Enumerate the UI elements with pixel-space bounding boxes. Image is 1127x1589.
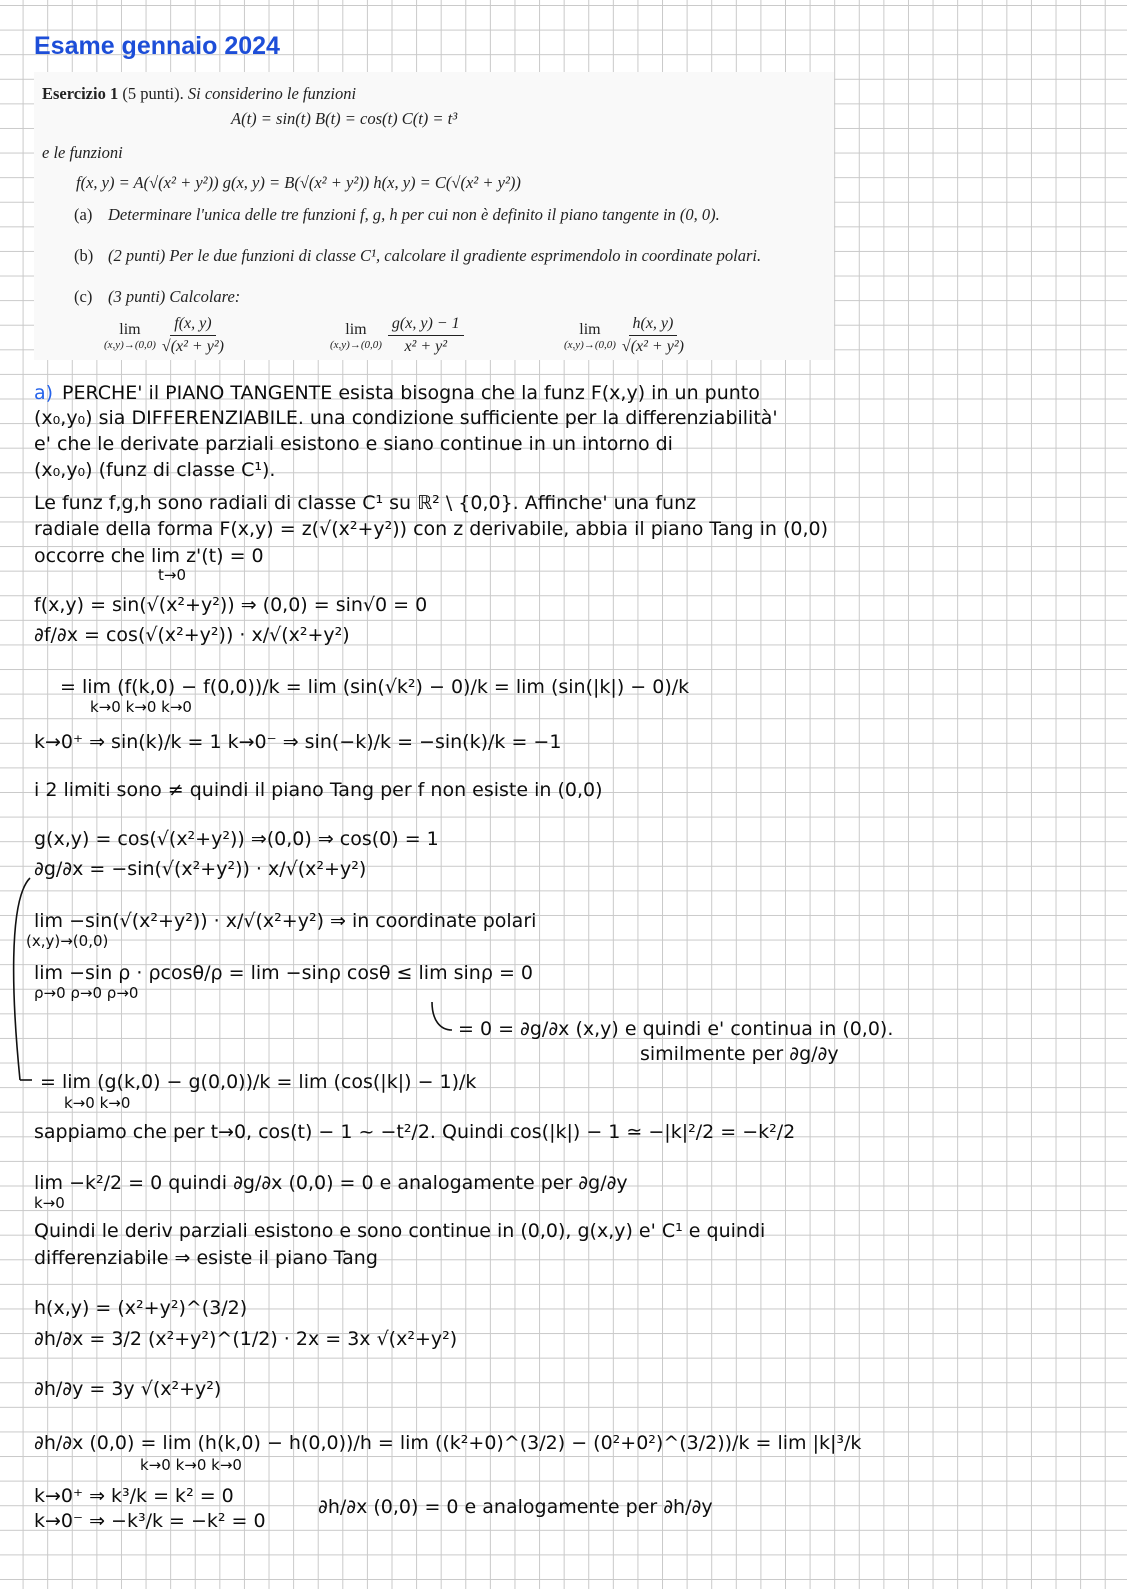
part-a-label: a)	[34, 382, 54, 404]
note-line-10: = lim (f(k,0) − f(0,0))/k = lim (sin(√k²) − 0)/k = lim (sin(|k|) − 0)/k	[60, 676, 690, 698]
note-line-27-sub: k→0 k→0 k→0	[140, 1456, 242, 1474]
limit-1-under: (x,y)→(0,0)	[104, 338, 156, 351]
note-line-19-sub: k→0 k→0	[64, 1094, 131, 1112]
limit-2-under: (x,y)→(0,0)	[330, 338, 382, 351]
note-line-05: Le funz f,g,h sono radiali di classe C¹ su ℝ² \ {0,0}. Affinche' una funz	[34, 492, 697, 514]
note-line-06: radiale della forma F(x,y) = z(√(x²+y²)) con z derivabile, abbia il piano Tang in (0,0)	[34, 518, 829, 540]
item-c-label: (c)	[74, 287, 93, 306]
note-line-03: e' che le derivate parziali esistono e siano continue in un intorno di	[34, 433, 673, 455]
note-line-13: g(x,y) = cos(√(x²+y²)) ⇒(0,0) ⇒ cos(0) = 1	[34, 828, 439, 850]
limit-1-numerator: f(x, y)	[170, 315, 215, 336]
note-line-16: lim −sin ρ · ρcosθ/ρ = lim −sinρ cosθ ≤ lim sinρ = 0	[34, 962, 533, 984]
functions-abc: A(t) = sin(t) B(t) = cos(t) C(t) = t³	[231, 109, 458, 128]
note-line-15-sub: (x,y)→(0,0)	[26, 932, 109, 950]
polar-arrow	[432, 1002, 452, 1030]
note-line-17: = 0 = ∂g/∂x (x,y) e quindi e' continua in (0,0).	[458, 1018, 894, 1040]
note-line-24: h(x,y) = (x²+y²)^(3/2)	[34, 1297, 248, 1319]
note-line-12: i 2 limiti sono ≠ quindi il piano Tang per f non esiste in (0,0)	[34, 779, 603, 801]
exercise-number: Esercizio 1	[42, 84, 119, 103]
limit-1-denominator: √(x² + y²)	[161, 338, 224, 355]
note-line-23: differenziabile ⇒ esiste il piano Tang	[34, 1247, 378, 1269]
note-line-18: similmente per ∂g/∂y	[640, 1043, 839, 1065]
item-a-text: Determinare l'unica delle tre funzioni f, g, h per cui non è definito il piano tangente in (0, 0).	[108, 205, 720, 224]
note-line-29: k→0⁻ ⇒ −k³/k = −k² = 0	[34, 1510, 266, 1532]
item-a-label: (a)	[74, 205, 93, 224]
note-line-01: PERCHE' il PIANO TANGENTE esista bisogna che la funz F(x,y) in un punto	[62, 382, 760, 404]
limit-2-denominator: x² + y²	[404, 338, 448, 355]
note-line-10-sub: k→0 k→0 k→0	[90, 698, 192, 716]
and-functions-text: e le funzioni	[42, 143, 123, 162]
note-line-28: k→0⁺ ⇒ k³/k = k² = 0	[34, 1485, 234, 1507]
note-line-09: ∂f/∂x = cos(√(x²+y²)) · x/√(x²+y²)	[34, 624, 350, 646]
note-line-22: Quindi le deriv parziali esistono e sono continue in (0,0), g(x,y) e' C¹ e quindi	[34, 1220, 766, 1242]
limit-1-lim: lim	[119, 320, 141, 338]
note-line-20: sappiamo che per t→0, cos(t) − 1 ~ −t²/2. Quindi cos(|k|) − 1 ≃ −|k|²/2 = −k²/2	[34, 1121, 796, 1143]
note-line-28-right: ∂h/∂x (0,0) = 0 e analogamente per ∂h/∂y	[318, 1496, 713, 1518]
note-line-07-sub: t→0	[158, 566, 186, 584]
note-line-25: ∂h/∂x = 3/2 (x²+y²)^(1/2) · 2x = 3x √(x²+y²)	[34, 1328, 458, 1350]
note-line-26: ∂h/∂y = 3y √(x²+y²)	[34, 1378, 222, 1400]
limit-2-lim: lim	[345, 320, 367, 338]
left-brace-curve	[14, 878, 30, 1080]
limit-3-denominator: √(x² + y²)	[621, 338, 684, 355]
functions-fgh: f(x, y) = A(√(x² + y²)) g(x, y) = B(√(x² + y²)) h(x, y) = C(√(x² + y²))	[76, 173, 521, 192]
note-line-19: = lim (g(k,0) − g(0,0))/k = lim (cos(|k|) − 1)/k	[40, 1071, 477, 1093]
note-line-14: ∂g/∂x = −sin(√(x²+y²)) · x/√(x²+y²)	[34, 858, 367, 880]
limit-3-under: (x,y)→(0,0)	[564, 338, 616, 351]
note-line-27: ∂h/∂x (0,0) = lim (h(k,0) − h(0,0))/h = lim ((k²+0)^(3/2) − (0²+0²)^(3/2))/k = lim |k|³/k	[34, 1432, 862, 1454]
limit-3-lim: lim	[579, 320, 601, 338]
item-b-text: (2 punti) Per le due funzioni di classe C¹, calcolare il gradiente esprimendolo in coordinate polari.	[108, 246, 762, 265]
item-b-label: (b)	[74, 246, 94, 265]
note-line-08: f(x,y) = sin(√(x²+y²)) ⇒ (0,0) = sin√0 = 0	[34, 594, 428, 616]
note-line-15: lim −sin(√(x²+y²)) · x/√(x²+y²) ⇒ in coordinate polari	[34, 910, 537, 932]
note-line-07: occorre che lim z'(t) = 0	[34, 545, 264, 567]
note-line-21: lim −k²/2 = 0 quindi ∂g/∂x (0,0) = 0 e analogamente per ∂g/∂y	[34, 1172, 628, 1194]
note-line-21-sub: k→0	[34, 1194, 65, 1212]
note-line-02: (x₀,y₀) sia DIFFERENZIABILE. una condizione sufficiente per la differenziabilità'	[34, 407, 778, 429]
exercise-intro: Si considerino le funzioni	[187, 84, 357, 103]
note-line-04: (x₀,y₀) (funz di classe C¹).	[34, 459, 276, 481]
item-c-text: (3 punti) Calcolare:	[108, 287, 241, 306]
page-title: Esame gennaio 2024	[34, 32, 280, 60]
limit-3-numerator: h(x, y)	[629, 315, 678, 336]
exercise-points: (5 punti).	[122, 84, 184, 103]
note-line-16-sub: ρ→0 ρ→0 ρ→0	[34, 984, 139, 1002]
note-line-11: k→0⁺ ⇒ sin(k)/k = 1 k→0⁻ ⇒ sin(−k)/k = −sin(k)/k = −1	[34, 731, 562, 753]
limit-2-numerator: g(x, y) − 1	[388, 315, 464, 336]
